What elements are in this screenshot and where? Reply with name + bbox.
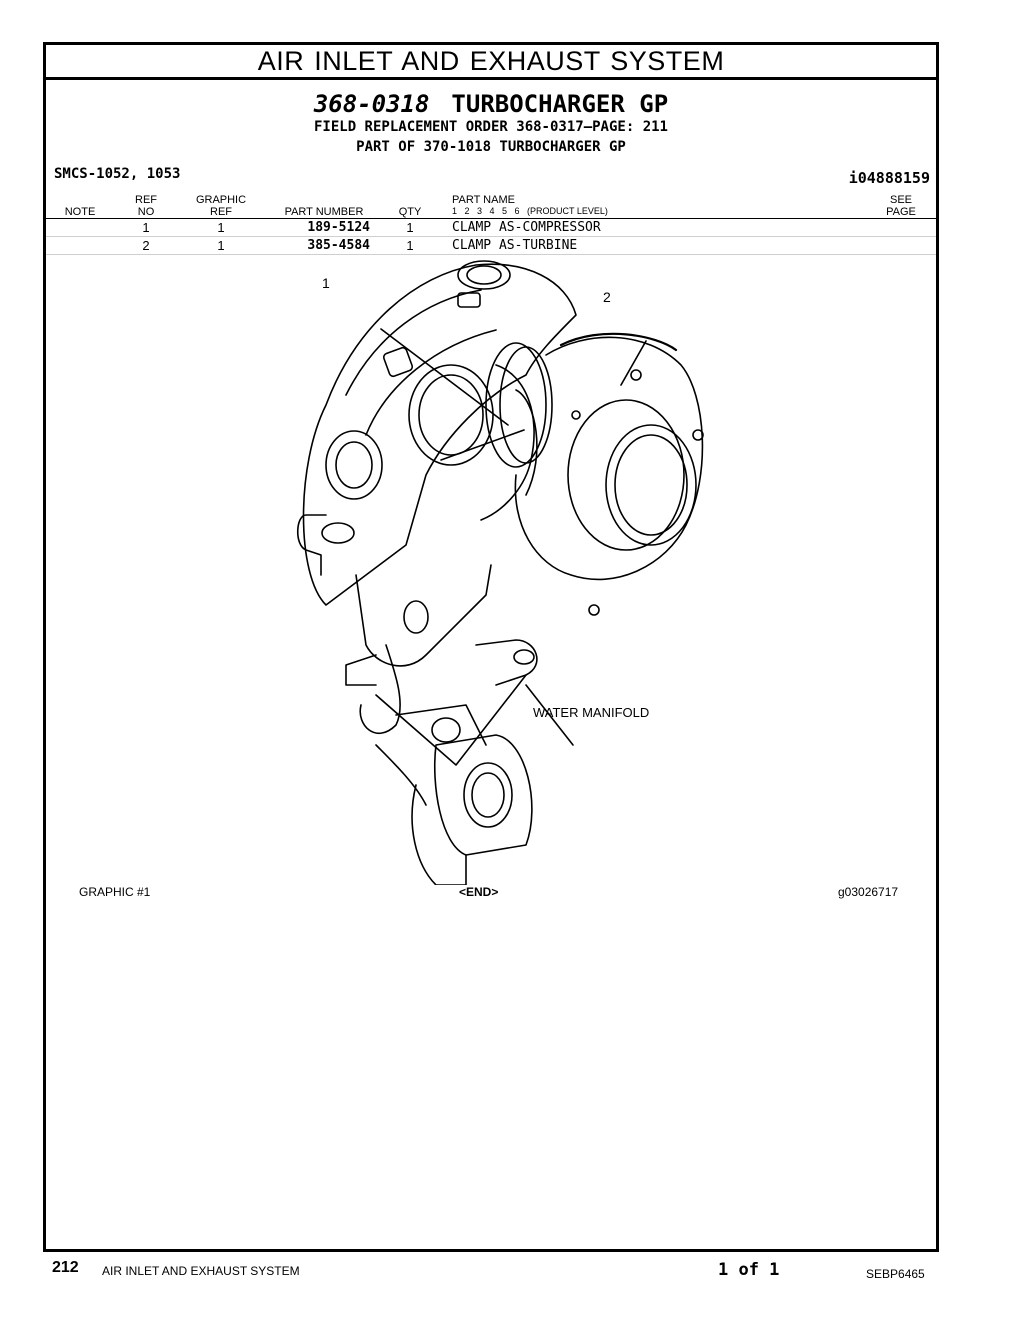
part-number: 385-4584 <box>307 238 370 253</box>
page-number: 212 <box>52 1259 79 1276</box>
callout-1: 1 <box>322 275 330 291</box>
compressor-contour <box>366 330 496 435</box>
lower-flange-port-inner <box>472 773 504 817</box>
part-of-line: PART OF 370-1018 TURBOCHARGER GP <box>356 139 626 155</box>
compressor-outlet-inner <box>467 266 501 284</box>
group-heading <box>46 90 936 118</box>
smcs-codes: SMCS-1052, 1053 <box>54 166 181 182</box>
side-port-inner <box>336 442 372 488</box>
compressor-clamp-inner <box>419 375 483 455</box>
part-name: CLAMP AS-TURBINE <box>452 238 578 253</box>
graphic-ref: 1 <box>217 238 225 253</box>
header-part-name: PART NAME <box>452 194 515 206</box>
end-marker: <END> <box>459 885 499 899</box>
center-ring <box>486 343 546 467</box>
header-part-number: PART NUMBER <box>284 206 364 218</box>
compressor-housing-outline <box>304 264 577 605</box>
bolt-hole <box>631 370 641 380</box>
center-ring <box>500 347 552 463</box>
pagination: 1 of 1 <box>718 1260 780 1280</box>
turbine-flange <box>568 400 684 550</box>
turbine-clamp <box>561 334 676 350</box>
header-ref-bottom: NO <box>137 206 155 218</box>
footer-section: AIR INLET AND EXHAUST SYSTEM <box>102 1264 300 1278</box>
graphic-id: g03026717 <box>838 885 899 899</box>
header-see-top: SEE <box>889 194 912 206</box>
header-rule <box>46 218 936 219</box>
lower-flange <box>435 735 532 855</box>
group-number: 368-0318 <box>313 90 430 118</box>
header-note: NOTE <box>64 206 96 218</box>
qty: 1 <box>406 220 414 235</box>
turbocharger-drawing <box>226 245 746 885</box>
ref-no: 2 <box>142 238 150 253</box>
header-qty: QTY <box>398 206 422 218</box>
manifold-hole <box>432 718 460 742</box>
bolt-hole <box>589 605 599 615</box>
graphic-ref: 1 <box>217 220 225 235</box>
pedestal-port <box>514 650 534 664</box>
header-graphic-top: GRAPHIC <box>195 194 247 206</box>
ref-no: 1 <box>142 220 150 235</box>
header-graphic-bottom: REF <box>210 206 232 218</box>
pedestal-hole <box>404 601 428 633</box>
document-ident: i04888159 <box>848 169 930 187</box>
qty: 1 <box>406 238 414 253</box>
callout-2: 2 <box>603 289 611 305</box>
bolt-hole <box>572 411 580 419</box>
page-title: AIR INLET AND EXHAUST SYSTEM <box>46 45 936 80</box>
group-name: TURBOCHARGER GP <box>451 90 669 118</box>
header-ref-top: REF <box>135 194 157 206</box>
pedestal-outline <box>298 515 326 575</box>
pedestal-bracket <box>476 640 537 685</box>
page-frame <box>43 42 939 1252</box>
lower-outlet <box>412 785 466 885</box>
turbine-outlet <box>606 425 696 545</box>
header-product-level: 1 2 3 4 5 6 (PRODUCT LEVEL) <box>452 206 608 216</box>
boss <box>383 347 414 378</box>
field-replacement-order: FIELD REPLACEMENT ORDER 368-0317—PAGE: 211 <box>313 119 668 135</box>
pedestal-bracket <box>346 655 376 685</box>
row-rule <box>46 236 936 237</box>
part-name: CLAMP AS-COMPRESSOR <box>452 220 601 235</box>
manifold-edge <box>376 745 426 805</box>
part-number: 189-5124 <box>307 220 370 235</box>
compressor-clamp <box>409 365 493 465</box>
turbine-outlet-inner <box>615 435 687 535</box>
pedestal-port <box>322 523 354 543</box>
pedestal-outline <box>356 565 491 666</box>
header-see-bottom: PAGE <box>886 206 916 218</box>
callout-water-manifold: WATER MANIFOLD <box>533 705 650 720</box>
document-number: SEBP6465 <box>866 1267 925 1281</box>
turbine-housing <box>515 337 702 579</box>
graphic-label: GRAPHIC #1 <box>79 885 151 899</box>
